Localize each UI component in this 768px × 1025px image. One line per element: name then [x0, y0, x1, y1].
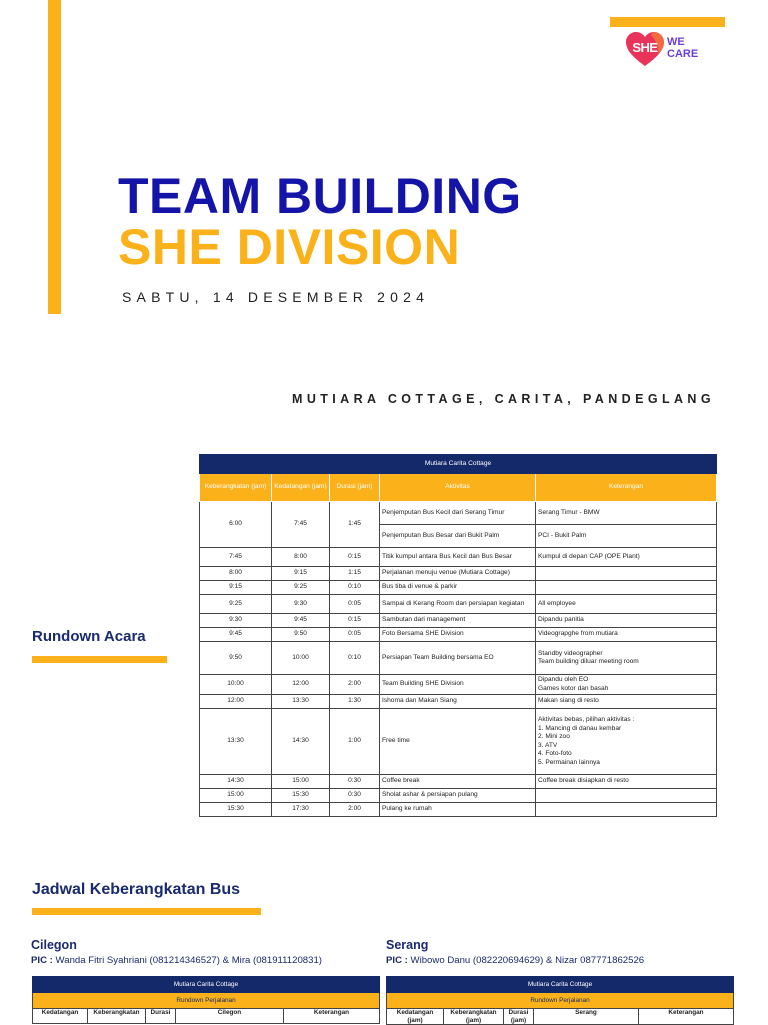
cell-dur: 0:10 [330, 642, 380, 675]
cell-note: Videograpghe from mutiara [536, 628, 717, 642]
event-date: SABTU, 14 DESEMBER 2024 [122, 289, 430, 305]
logo-we: WE [667, 36, 685, 48]
cell-dur: 0:15 [330, 614, 380, 628]
cell-arr: 9:30 [272, 595, 330, 614]
cell-dep: 9:30 [200, 614, 272, 628]
rundown-caption-row [200, 455, 717, 474]
table-row [200, 789, 717, 803]
serang-col-keterangan: Keterangan [639, 1009, 734, 1025]
cilegon-col-keterangan: Keterangan [284, 1009, 380, 1024]
cell-act: Penjemputan Bus Kecil dari Serang Timur [380, 502, 536, 525]
cilegon-col-keberangkatan: Keberangkatan [88, 1009, 146, 1024]
cell-arr: 13:30 [272, 695, 330, 709]
cell-act: Bus tiba di venue & parkir [380, 581, 536, 595]
cell-arr: 15:30 [272, 789, 330, 803]
cell-act: Coffee break [380, 775, 536, 789]
cilegon-pic [31, 955, 322, 966]
cell-dep: 15:30 [200, 803, 272, 817]
cell-note [536, 803, 717, 817]
top-accent-bar [610, 17, 725, 27]
rundown-section-title: Rundown Acara [32, 628, 146, 645]
cell-arr: 12:00 [272, 675, 330, 695]
serang-caption: Mutiara Carita Cottage [387, 977, 734, 993]
cell-dep: 15:00 [200, 789, 272, 803]
cell-act: Ishoma dan Makan Siang [380, 695, 536, 709]
cell-dep: 10:00 [200, 675, 272, 695]
cilegon-subcaption: Rundown Perjalanan [33, 993, 380, 1009]
cell-note: Dipandu oleh EO Games kotor dan basah [536, 675, 717, 695]
cell-act: Persiapan Team Building bersama EO [380, 642, 536, 675]
serang-caption-row [387, 977, 734, 993]
cell-dur: 0:30 [330, 789, 380, 803]
cell-act: Pulang ke rumah [380, 803, 536, 817]
cell-act: Sambutan dari management [380, 614, 536, 628]
she-we-care-logo [625, 32, 705, 68]
cell-arr: 9:50 [272, 628, 330, 642]
logo-care: CARE [667, 48, 699, 60]
cell-dur: 0:15 [330, 548, 380, 567]
cilegon-city: Cilegon [31, 938, 77, 952]
serang-city: Serang [386, 938, 429, 952]
cell-arr: 10:00 [272, 642, 330, 675]
rundown-header-row [200, 474, 717, 502]
cell-dur: 1:15 [330, 567, 380, 581]
cell-arr: 15:00 [272, 775, 330, 789]
cell-act: Free time [380, 709, 536, 775]
cell-note: All employee [536, 595, 717, 614]
left-accent-bar [48, 0, 61, 314]
cilegon-caption: Mutiara Carita Cottage [33, 977, 380, 993]
cell-dur: 0:30 [330, 775, 380, 789]
table-row [200, 709, 717, 775]
cell-act: Titik kumpul antara Bus Kecil dan Bus Besar [380, 548, 536, 567]
logo-we-care-text [667, 36, 698, 60]
rundown-body [200, 548, 717, 817]
cell-note: Coffee break disiapkan di resto [536, 775, 717, 789]
cell-dep: 9:45 [200, 628, 272, 642]
table-row [200, 502, 717, 525]
serang-col-durasi: Durasi (jam) [504, 1009, 534, 1025]
cell-note: Aktivitas bebas, pilihan aktivitas : 1. Mancing di danau kembar 2. Mini zoo 3. ATV 4. Foto-foto 5. Permainan lainnya [536, 709, 717, 775]
table-row [200, 675, 717, 695]
table-row [200, 581, 717, 595]
cell-dep: 6:00 [200, 502, 272, 548]
bus-underline [32, 908, 261, 915]
table-row [200, 614, 717, 628]
cell-arr: 14:30 [272, 709, 330, 775]
cell-dur: 0:05 [330, 595, 380, 614]
cell-act: Sampai di Kerang Room dan persiapan kegiatan [380, 595, 536, 614]
serang-header-row [387, 1009, 734, 1025]
cell-dur: 0:10 [330, 581, 380, 595]
rundown-table [199, 454, 717, 817]
table-row [200, 642, 717, 675]
cell-act: Foto Bersama SHE Division [380, 628, 536, 642]
cell-dep: 12:00 [200, 695, 272, 709]
table-row [200, 548, 717, 567]
cell-dep: 14:30 [200, 775, 272, 789]
serang-pic-value: Wibowo Danu (082220694629) & Nizar 087771862526 [410, 955, 645, 966]
serang-bus-table [386, 976, 734, 1025]
serang-subcaption: Rundown Perjalanan [387, 993, 734, 1009]
col-header-aktivitas: Aktivitas [380, 474, 536, 502]
rundown-underline [32, 656, 167, 663]
cell-note [536, 567, 717, 581]
cell-dur: 1:00 [330, 709, 380, 775]
serang-pic-label: PIC : [386, 955, 408, 966]
cell-dur: 2:00 [330, 803, 380, 817]
cilegon-bus-table [32, 976, 380, 1024]
cell-dep: 7:45 [200, 548, 272, 567]
cilegon-caption-row [33, 977, 380, 993]
cell-note: PCI - Bukit Palm [536, 525, 717, 548]
cell-arr: 9:25 [272, 581, 330, 595]
col-header-durasi: Durasi (jam) [330, 474, 380, 502]
cilegon-header-row [33, 1009, 380, 1024]
cell-note: Makan siang di resto [536, 695, 717, 709]
cell-act: Sholat ashar & persiapan pulang [380, 789, 536, 803]
cell-note: Dipandu panitia [536, 614, 717, 628]
table-row [200, 628, 717, 642]
cell-dur: 2:00 [330, 675, 380, 695]
cell-dep: 9:25 [200, 595, 272, 614]
col-header-keberangkatan: Keberangkatan (jam) [200, 474, 272, 502]
cell-note [536, 789, 717, 803]
cell-note: Serang Timur - BMW [536, 502, 717, 525]
cilegon-col-city: Cilegon [176, 1009, 284, 1024]
cell-dur: 0:05 [330, 628, 380, 642]
cell-arr: 17:30 [272, 803, 330, 817]
col-header-kedatangan: Kedatangan (jam) [272, 474, 330, 502]
serang-col-kedatangan: Kedatangan (jam) [387, 1009, 444, 1025]
table-row [200, 803, 717, 817]
cell-arr: 7:45 [272, 502, 330, 548]
cell-dep: 9:50 [200, 642, 272, 675]
rundown-caption: Mutiara Carita Cottage [200, 455, 717, 474]
cell-arr: 8:00 [272, 548, 330, 567]
table-row [200, 567, 717, 581]
cilegon-pic-value: Wanda Fitri Syahriani (081214346527) & Mira (081911120831) [55, 955, 323, 966]
cilegon-col-kedatangan: Kedatangan [33, 1009, 88, 1024]
serang-col-city: Serang [534, 1009, 639, 1025]
logo-she-text: SHE [632, 40, 658, 55]
cilegon-col-durasi: Durasi [146, 1009, 176, 1024]
cell-dur: 1:30 [330, 695, 380, 709]
serang-subcaption-row [387, 993, 734, 1009]
cilegon-pic-label: PIC : [31, 955, 53, 966]
cell-act: Team Building SHE Division [380, 675, 536, 695]
table-row [200, 595, 717, 614]
serang-pic [386, 955, 644, 966]
cell-dep: 8:00 [200, 567, 272, 581]
cilegon-subcaption-row [33, 993, 380, 1009]
cell-note [536, 581, 717, 595]
cell-note: Standby videographer Team building diluar meeting room [536, 642, 717, 675]
title-line-2: SHE DIVISION [118, 219, 461, 275]
event-location: MUTIARA COTTAGE, CARITA, PANDEGLANG [292, 392, 715, 406]
cell-arr: 9:45 [272, 614, 330, 628]
cell-act: Perjalanan menuju venue (Mutiara Cottage) [380, 567, 536, 581]
title-line-1: TEAM BUILDING [118, 168, 522, 224]
cell-note: Kumpul di depan CAP (OPE Plant) [536, 548, 717, 567]
cell-dur: 1:45 [330, 502, 380, 548]
serang-col-keberangkatan: Keberangkatan (jam) [444, 1009, 504, 1025]
cell-act: Penjemputan Bus Besar dari Bukit Palm [380, 525, 536, 548]
table-row [200, 695, 717, 709]
cell-dep: 9:15 [200, 581, 272, 595]
cell-arr: 9:15 [272, 567, 330, 581]
col-header-keterangan: Keterangan [536, 474, 717, 502]
cell-dep: 13:30 [200, 709, 272, 775]
table-row [200, 775, 717, 789]
bus-section-title: Jadwal Keberangkatan Bus [32, 881, 241, 898]
